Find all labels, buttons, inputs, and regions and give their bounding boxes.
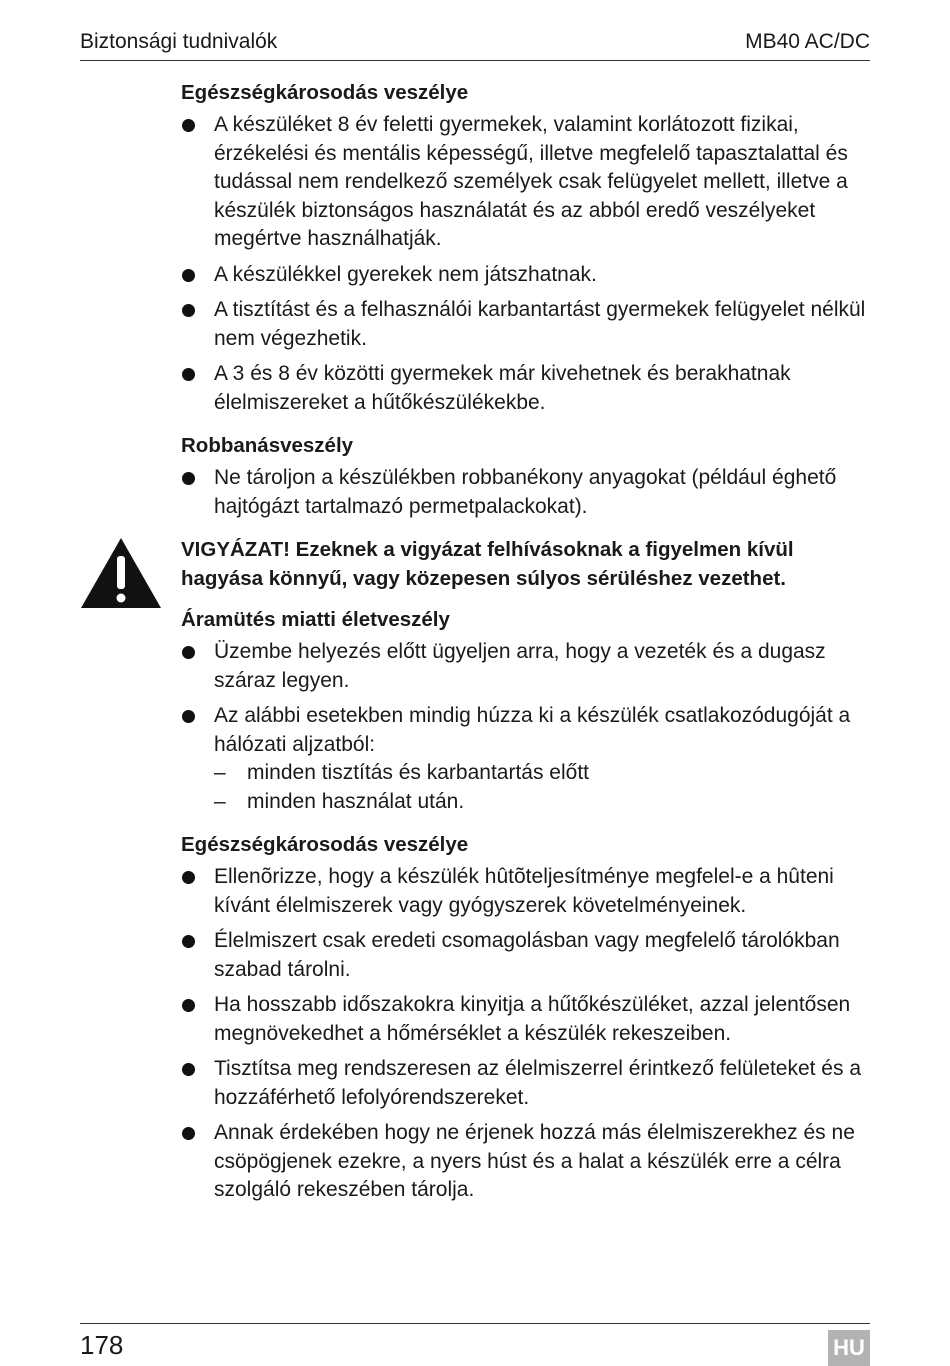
list-item: A készüléket 8 év feletti gyermekek, valamint korlátozott fizikai, érzékelési és mentális képességű, illetve megfelelő tapasztalattal és tudással nem rendelkező személyek csak felügyelet mellett, illetve a készülék biztonságos használatát és az abból eredő veszélyeket megértve használhatják. (181, 111, 871, 254)
caution-notice (181, 535, 871, 593)
list-item: Az alábbi esetekben mindig húzza ki a készülék csatlakozódugóját a hálózati aljzatból: – minden tisztítás és karbantartás előtt – minden használat után. (181, 702, 871, 816)
list-item: Annak érdekében hogy ne érjenek hozzá más élelmiszerekhez és ne csöpögjenek ezekre, a nyers húst és a halat a készülék erre a célra szolgáló rekeszében tárolja. (181, 1119, 871, 1205)
section-heading: Áramütés miatti életveszély (181, 608, 450, 631)
list-item: Üzembe helyezés előtt ügyeljen arra, hogy a vezeték és a dugasz száraz legyen. (181, 638, 871, 695)
warning-triangle-icon (80, 537, 162, 609)
list-item: A tisztítást és a felhasználói karbantartást gyermekek felügyelet nélkül nem végezhetik. (181, 296, 871, 353)
page-content (181, 78, 871, 1219)
list-item: Ne tároljon a készülékben robbanékony anyagokat (például éghető hajtógázt tartalmazó permetpalackokat). (181, 464, 871, 521)
bullet-icon (182, 304, 195, 317)
bullet-icon (182, 710, 195, 723)
electric-shock-section (181, 605, 871, 816)
dash-icon: – (214, 761, 226, 784)
section-heading: Egészségkárosodás veszélye (181, 833, 469, 856)
bullet-icon (182, 871, 195, 884)
list-item: A 3 és 8 év közötti gyermekek már kivehetnek és berakhatnak élelmiszereket a hűtőkészülékekbe. (181, 360, 871, 417)
bullet-icon (182, 1063, 195, 1076)
list-item: A készülékkel gyerekek nem játszhatnak. (181, 261, 871, 290)
caution-text: VIGYÁZAT! Ezeknek a vigyázat felhívásoknak a figyelmen kívül hagyása könnyű, vagy közepesen súlyos sérüléshez vezethet. (181, 538, 794, 590)
list-item: Élelmiszert csak eredeti csomagolásban vagy megfelelő tárolókban szabad tárolni. (181, 927, 871, 984)
list-item: Ha hosszabb időszakokra kinyitja a hűtőkészüléket, azzal jelentősen megnövekedhet a hőmérséklet a készülék rekeszeiben. (181, 991, 871, 1048)
health-risk-section-2 (181, 830, 871, 1205)
sub-list-item: – minden tisztítás és karbantartás előtt (214, 759, 871, 788)
page-footer (80, 1323, 870, 1366)
list-item: Ellenõrizze, hogy a készülék hûtõteljesítménye megfelel-e a hûteni kívánt élelmiszerek vagy gyógyszerek követelményeinek. (181, 863, 871, 920)
bullet-icon (182, 368, 195, 381)
page-header (80, 28, 870, 61)
bullet-icon (182, 119, 195, 132)
section-heading: Robbanásveszély (181, 434, 354, 457)
bullet-icon (182, 269, 195, 282)
page-number: 178 (80, 1330, 124, 1360)
bullet-icon (182, 999, 195, 1012)
dash-icon: – (214, 789, 226, 813)
model-name: MB40 AC/DC (745, 30, 870, 53)
section-title: Biztonsági tudnivalók (80, 30, 278, 53)
section-heading: Egészségkárosodás veszélye (181, 81, 469, 104)
list-item: Tisztítsa meg rendszeresen az élelmiszerrel érintkező felületeket és a hozzáférhető lefolyórendszereket. (181, 1055, 871, 1112)
language-badge: HU (828, 1330, 870, 1366)
bullet-icon (182, 1127, 195, 1140)
health-risk-section (181, 78, 871, 417)
sub-list-item: – minden használat után. (214, 788, 871, 817)
bullet-icon (182, 935, 195, 948)
bullet-icon (182, 646, 195, 659)
bullet-icon (182, 472, 195, 485)
explosion-section (181, 431, 871, 521)
